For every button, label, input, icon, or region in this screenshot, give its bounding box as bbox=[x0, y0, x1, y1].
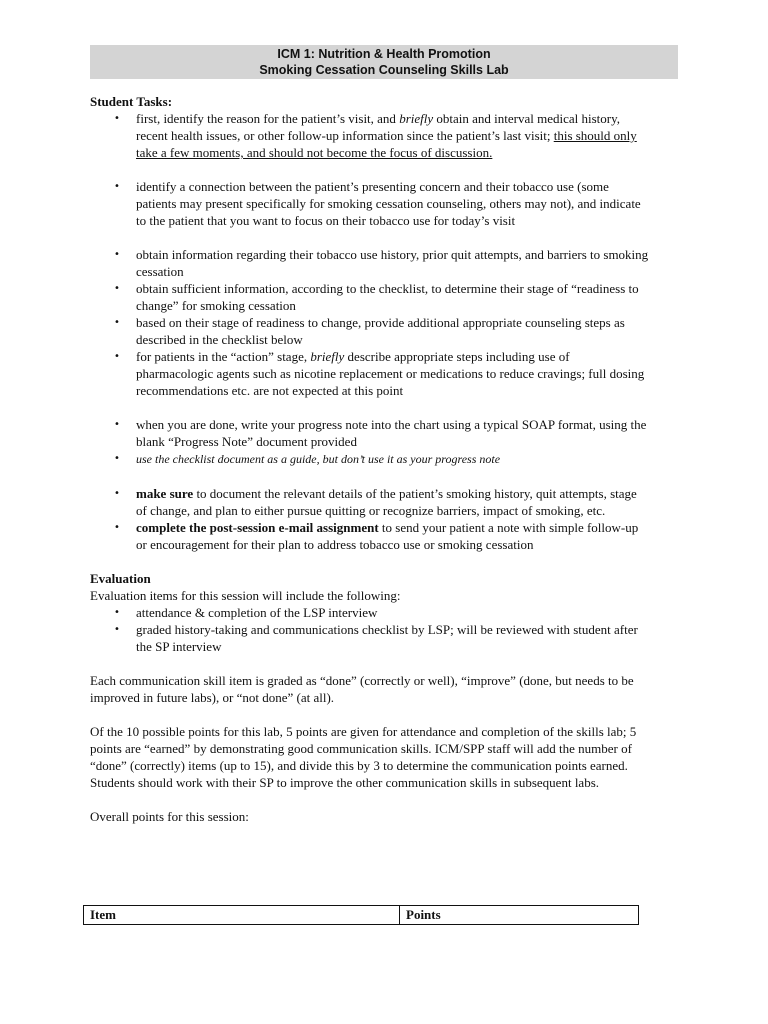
evaluation-item-text: graded history-taking and communications checklist by LSP; will be reviewed with student after the SP interview bbox=[136, 622, 638, 654]
list-spacer bbox=[90, 161, 650, 178]
list-spacer bbox=[90, 468, 650, 485]
list-spacer bbox=[90, 399, 650, 416]
task-text-italic: briefly bbox=[310, 349, 345, 364]
task-text: to send your patient a note with simple follow-up or encouragement for their plan to address tobacco use or smoking cessation bbox=[136, 520, 639, 552]
list-item bbox=[90, 280, 650, 314]
list-item bbox=[90, 246, 650, 280]
task-text: based on their stage of readiness to change, provide additional appropriate counseling steps as described in the checklist below bbox=[136, 315, 625, 347]
header-title-line2: Smoking Cessation Counseling Skills Lab bbox=[259, 63, 509, 77]
task-text: for patients in the “action” stage, bbox=[136, 349, 311, 364]
list-item bbox=[90, 314, 650, 348]
header-title-line1: ICM 1: Nutrition & Health Promotion bbox=[277, 47, 491, 61]
list-item bbox=[90, 450, 650, 468]
points-paragraph: Of the 10 possible points for this lab, 5 points are given for attendance and completion of the skills lab; 5 points are “earned” by demonstrating good communication skills. ICM/SPP staff will add the number of “done” (correctly) items (up to 15), and divide this by 3 to determine the communication points earned. Students should work with their SP to improve the other communication skills in subsequent labs. bbox=[90, 724, 637, 790]
list-item bbox=[90, 519, 650, 553]
bullet-icon: • bbox=[114, 351, 120, 362]
task-text: when you are done, write your progress note into the chart using a typical SOAP format, using the blank “Progress Note” document provided bbox=[136, 417, 647, 449]
task-text: obtain sufficient information, according to the checklist, to determine their stage of “readiness to change” for smoking cessation bbox=[136, 281, 639, 313]
list-item bbox=[90, 416, 650, 450]
section-spacer bbox=[90, 553, 650, 570]
bullet-icon: • bbox=[114, 317, 120, 328]
bullet-icon: • bbox=[114, 283, 120, 294]
bullet-icon: • bbox=[114, 624, 120, 635]
evaluation-heading: Evaluation bbox=[90, 571, 151, 586]
task-text-italic: use the checklist document as a guide, but don’t use it as your progress note bbox=[136, 452, 501, 466]
table-header-points: Points bbox=[400, 906, 639, 925]
document-header bbox=[90, 45, 678, 79]
bullet-icon: • bbox=[114, 113, 120, 124]
bullet-icon: • bbox=[114, 249, 120, 260]
list-item bbox=[90, 348, 650, 399]
evaluation-intro: Evaluation items for this session will include the following: bbox=[90, 588, 401, 603]
section-spacer bbox=[90, 791, 650, 808]
points-table bbox=[83, 905, 639, 925]
evaluation-list bbox=[90, 604, 650, 655]
bullet-icon: • bbox=[114, 181, 120, 192]
task-text-bold: make sure bbox=[136, 486, 194, 501]
bullet-icon: • bbox=[114, 453, 120, 464]
bullet-icon: • bbox=[114, 488, 120, 499]
grading-paragraph: Each communication skill item is graded as “done” (correctly or well), “improve” (done, but needs to be improved in future labs), or “not done” (at all). bbox=[90, 673, 634, 705]
list-spacer bbox=[90, 229, 650, 246]
section-spacer bbox=[90, 655, 650, 672]
bullet-icon: • bbox=[114, 419, 120, 430]
list-item bbox=[90, 621, 650, 655]
bullet-icon: • bbox=[114, 607, 120, 618]
bullet-icon: • bbox=[114, 522, 120, 533]
document-body bbox=[90, 93, 650, 825]
task-text: identify a connection between the patient’s presenting concern and their tobacco use (some patients may present specifically for smoking cessation counseling, others may not), and indicate to the patient that you want to focus on their tobacco use for today’s visit bbox=[136, 179, 641, 228]
task-text: to document the relevant details of the patient’s smoking history, quit attempts, stage of change, and plan to either pursue quitting or recognize barriers, impact of smoking, etc. bbox=[136, 486, 637, 518]
task-text-underlined: this should only take a few moments, and should not become the focus of discussion. bbox=[136, 128, 637, 160]
list-item bbox=[90, 178, 650, 229]
overall-points-label: Overall points for this session: bbox=[90, 809, 249, 824]
task-text: first, identify the reason for the patient’s visit, and bbox=[136, 111, 400, 126]
task-text: obtain information regarding their tobacco use history, prior quit attempts, and barriers to smoking cessation bbox=[136, 247, 649, 279]
task-text-italic: briefly bbox=[399, 111, 434, 126]
task-text: obtain and interval medical history, recent health issues, or other follow-up information since the patient’s last visit; bbox=[136, 111, 621, 143]
list-item bbox=[90, 604, 650, 621]
list-item bbox=[90, 485, 650, 519]
section-spacer bbox=[90, 706, 650, 723]
evaluation-item-text: attendance & completion of the LSP interview bbox=[136, 605, 378, 620]
table-header-row bbox=[84, 906, 639, 925]
student-tasks-heading: Student Tasks: bbox=[90, 94, 173, 109]
table-header-item: Item bbox=[84, 906, 400, 925]
student-tasks-list bbox=[90, 110, 650, 553]
list-item bbox=[90, 110, 650, 161]
task-text: describe appropriate steps including use of pharmacologic agents such as nicotine replacement or medications to reduce cravings; full dosing recommendations etc. are not expected at this point bbox=[136, 349, 645, 398]
task-text-bold: complete the post-session e-mail assignment bbox=[136, 520, 379, 535]
